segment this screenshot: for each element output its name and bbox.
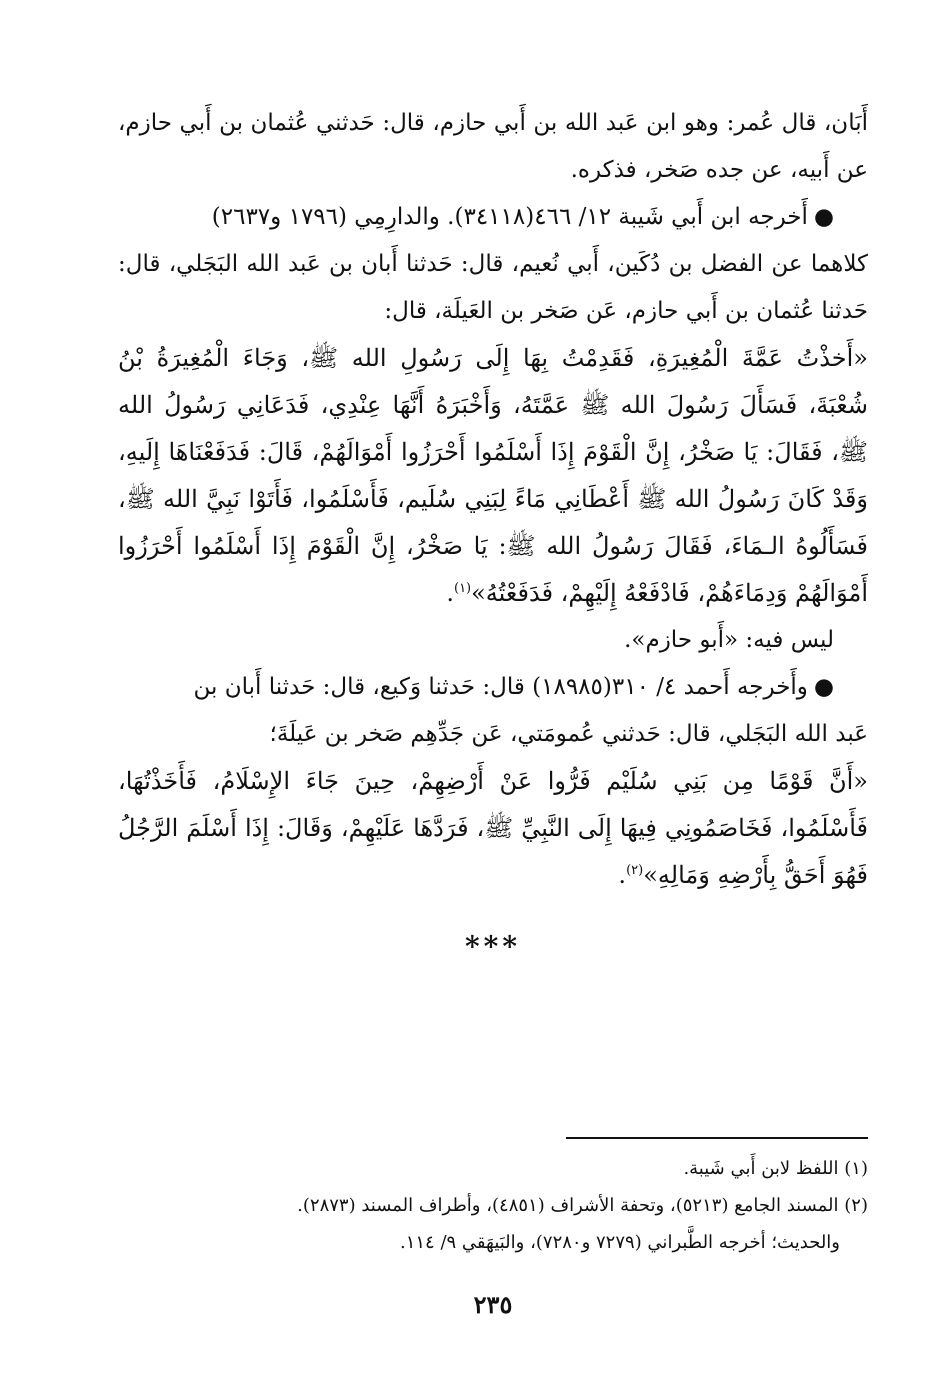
- takhrij-1-first-line: أَخرجه ابن أَبي شَيبة ١٢/ ٤٦٦(٣٤١١٨). والدارِمِي (١٧٩٦ و٢٦٣٧): [211, 204, 808, 230]
- takhrij-2-continuation: عَبد الله البَجَلي، قال: حَدثني عُمومَتي، عَن جَدِّهِم صَخر بن عَيلَةَ؛: [269, 721, 868, 747]
- footnote-ref-2: (٢): [626, 863, 644, 878]
- footnote-divider: [566, 1137, 868, 1139]
- bullet-icon: ●: [813, 204, 834, 230]
- takhrij-1-continuation: كلاهما عن الفضل بن دُكَين، أَبي نُعيم، قال: حَدثنا أَبان بن عَبد الله البَجَلي، قال: حَدثنا عُثمان بن أَبي حازم، عَن صَخر بن العَيلَة، قال:: [118, 251, 868, 324]
- hadith-1-body: «أَخذْتُ عَمَّةَ الْمُغِيرَةِ، فَقَدِمْتُ بِهَا إِلَى رَسُولِ الله ﷺ، وَجَاءَ الْمُغِيرَةُ بْنُ شُعْبَةَ، فَسَأَلَ رَسُولَ الله ﷺ عَمَّتَهُ، وَأَخْبَرَهُ أَنَّهَا عِنْدِي، فَدَعَانِي رَسُولُ الله ﷺ، فَقَالَ: يَا صَخْرُ، إِنَّ الْقَوْمَ إِذَا أَسْلَمُوا أَحْرَزُوا أَمْوَالَهُمْ، قَالَ: فَدَفَعْنَاهَا إِلَيهِ، وَقَدْ كَانَ رَسُولُ الله ﷺ أَعْطَانِي مَاءً لِبَنِي سُلَيم، فَأَسْلَمُوا، فَأَتَوْا نَبِيَّ الله ﷺ، فَسَأَلُوهُ الـمَاءَ، فَقَالَ رَسُولُ الله ﷺ: يَا صَخْرُ، إِنَّ الْقَوْمَ إِذَا أَسْلَمُوا أَحْرَزُوا أَمْوَالَهُمْ وَدِمَاءَهُمْ، فَادْفَعْهُ إِلَيْهِمْ، فَدَفَعْتُهُ»: [118, 344, 868, 607]
- main-text: [118, 100, 868, 899]
- takhrij-2-first-line: وأَخرجه أَحمد ٤/ ٣١٠(١٨٩٨٥) قال: حَدثنا وَكيع، قال: حَدثنا أَبان بن: [193, 674, 808, 700]
- takhrij-paragraph-1: [118, 194, 868, 241]
- isnad-intro: أَبَان، قال عُمر: وهو ابن عَبد الله بن أَبي حازم، قال: حَدثني عُثمان بن أَبي حازم، عن أَبيه، عن جده صَخر، فذكره.: [118, 110, 868, 183]
- book-page: [118, 100, 868, 1350]
- hadith-text-2: «أَنَّ قَوْمًا مِن بَنِي سُلَيْم فَرُّوا عَنْ أَرْضِهِمْ، حِينَ جَاءَ الإِسْلَامُ، فَأَخَذْتُهَا، فَأَسْلَمُوا، فَخَاصَمُونِي فِيهَا إِلَى النَّبِيِّ ﷺ، فَرَدَّهَا عَلَيْهِمْ، وَقَالَ: إِذَا أَسْلَمَ الرَّجُلُ فَهُوَ أَحَقُّ بِأَرْضِهِ وَمَالِهِ»$^{(٢)}$.: [118, 767, 868, 889]
- takhrij-paragraph-2: [118, 664, 868, 711]
- hadith-text-1: «أَخذْتُ عَمَّةَ الْمُغِيرَةِ، فَقَدِمْتُ بِهَا إِلَى رَسُولِ الله ﷺ، وَجَاءَ الْمُغِيرَةُ بْنُ شُعْبَةَ، فَسَأَلَ رَسُولَ الله ﷺ عَمَّتَهُ، وَأَخْبَرَهُ أَنَّهَا عِنْدِي، فَدَعَانِي رَسُولُ الله ﷺ، فَقَالَ: يَا صَخْرُ، إِنَّ الْقَوْمَ إِذَا أَسْلَمُوا أَحْرَزُوا أَمْوَالَهُمْ، قَالَ: فَدَفَعْنَاهَا إِلَيهِ، وَقَدْ كَانَ رَسُولُ الله ﷺ أَعْطَانِي مَاءً لِبَنِي سُلَيم، فَأَسْلَمُوا، فَأَتَوْا نَبِيَّ الله ﷺ، فَسَأَلُوهُ الـمَاءَ، فَقَالَ رَسُولُ الله ﷺ: يَا صَخْرُ، إِنَّ الْقَوْمَ إِذَا أَسْلَمُوا أَحْرَزُوا أَمْوَالَهُمْ وَدِمَاءَهُمْ، فَادْفَعْهُ إِلَيْهِمْ، فَدَفَعْتُهُ»$^{(١)}$.: [118, 344, 868, 607]
- footnote-1: (١) اللفظ لابن أَبي شَيبة.: [683, 1158, 868, 1179]
- section-separator: ***: [465, 930, 521, 963]
- footnote-2: (٢) المسند الجامع (٥٢١٣)، وتحفة الأشراف (٤٨٥١)، وأطراف المسند (٢٨٧٣).: [297, 1195, 868, 1216]
- footnote-2-continuation: والحديث؛ أخرجه الطَّبراني (٧٢٧٩ و٧٢٨٠)، والبَيهَقي ٩/ ١١٤.: [399, 1232, 840, 1253]
- hadith-2-body: «أَنَّ قَوْمًا مِن بَنِي سُلَيْم فَرُّوا عَنْ أَرْضِهِمْ، حِينَ جَاءَ الإِسْلَامُ، فَأَخَذْتُهَا، فَأَسْلَمُوا، فَخَاصَمُونِي فِيهَا إِلَى النَّبِيِّ ﷺ، فَرَدَّهَا عَلَيْهِمْ، وَقَالَ: إِذَا أَسْلَمَ الرَّجُلُ فَهُوَ أَحَقُّ بِأَرْضِهِ وَمَالِهِ»: [118, 767, 868, 889]
- bullet-icon: ●: [813, 674, 834, 700]
- footnote-ref-1: (١): [453, 581, 472, 596]
- page-number: ٢٣٥: [473, 1290, 513, 1319]
- footnotes: [118, 1150, 868, 1261]
- narration-note: ليس فيه: «أَبو حازم».: [624, 627, 834, 653]
